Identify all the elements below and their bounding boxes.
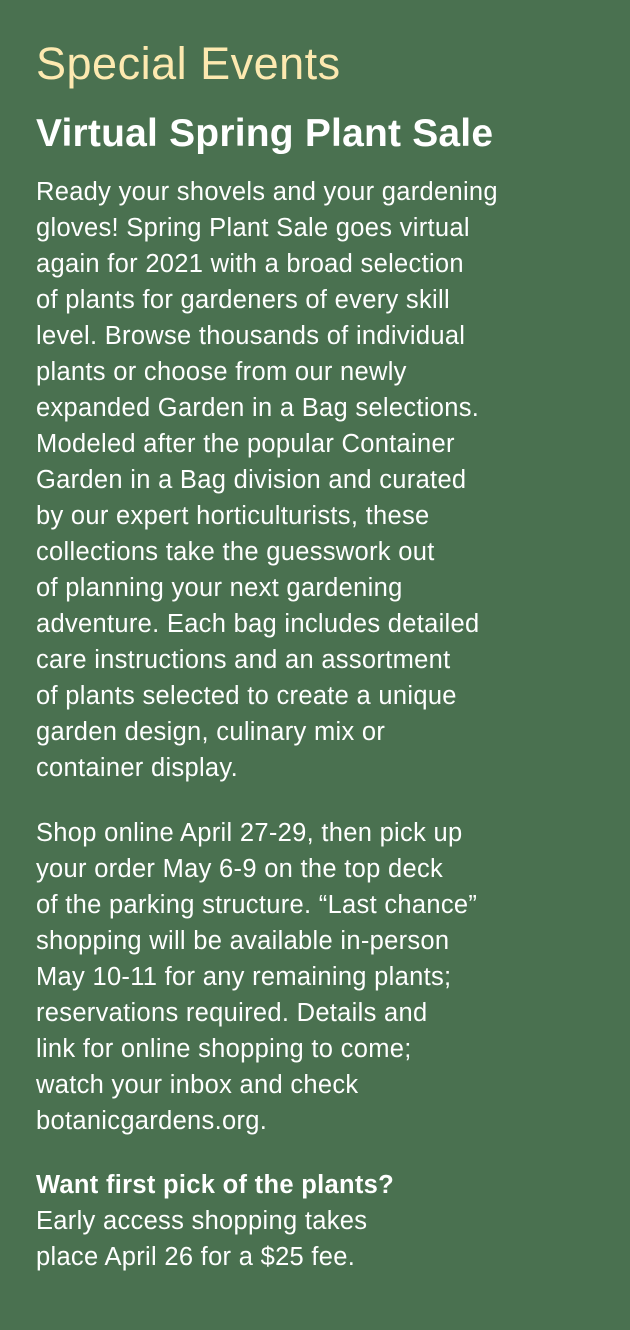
text-line: adventure. Each bag includes detailed	[36, 610, 480, 638]
text-line: Shop online April 27-29, then pick up	[36, 819, 463, 847]
text-line: of plants for gardeners of every skill	[36, 286, 450, 314]
text-line: your order May 6-9 on the top deck	[36, 855, 444, 883]
text-line: Early access shopping takes	[36, 1207, 368, 1235]
event-description	[36, 174, 600, 786]
text-line: Ready your shovels and your gardening	[36, 178, 498, 206]
text-line: collections take the guesswork out	[36, 538, 435, 566]
text-line: of planning your next gardening	[36, 574, 403, 602]
text-line: place April 26 for a $25 fee.	[36, 1243, 356, 1271]
text-line: Modeled after the popular Container	[36, 430, 455, 458]
text-line: by our expert horticulturists, these	[36, 502, 430, 530]
text-line: gloves! Spring Plant Sale goes virtual	[36, 214, 470, 242]
text-line: container display.	[36, 754, 238, 782]
event-title: Virtual Spring Plant Sale	[36, 112, 494, 155]
text-line: link for online shopping to come;	[36, 1035, 412, 1063]
text-line: of the parking structure. “Last chance”	[36, 891, 478, 919]
text-line: shopping will be available in-person	[36, 927, 450, 955]
early-access-lead: Want first pick of the plants?	[36, 1171, 394, 1199]
text-line: again for 2021 with a broad selection	[36, 250, 464, 278]
early-access-note	[36, 1167, 600, 1275]
text-line: expanded Garden in a Bag selections.	[36, 394, 480, 422]
text-line: care instructions and an assortment	[36, 646, 451, 674]
text-line: of plants selected to create a unique	[36, 682, 457, 710]
text-line: May 10-11 for any remaining plants;	[36, 963, 452, 991]
text-line: Garden in a Bag division and curated	[36, 466, 467, 494]
text-line: watch your inbox and check	[36, 1071, 359, 1099]
text-line: plants or choose from our newly	[36, 358, 407, 386]
text-line: level. Browse thousands of individual	[36, 322, 466, 350]
text-line: botanicgardens.org.	[36, 1107, 268, 1135]
section-title: Special Events	[36, 38, 341, 89]
text-line: garden design, culinary mix or	[36, 718, 386, 746]
event-schedule	[36, 815, 600, 1139]
text-line: reservations required. Details and	[36, 999, 428, 1027]
